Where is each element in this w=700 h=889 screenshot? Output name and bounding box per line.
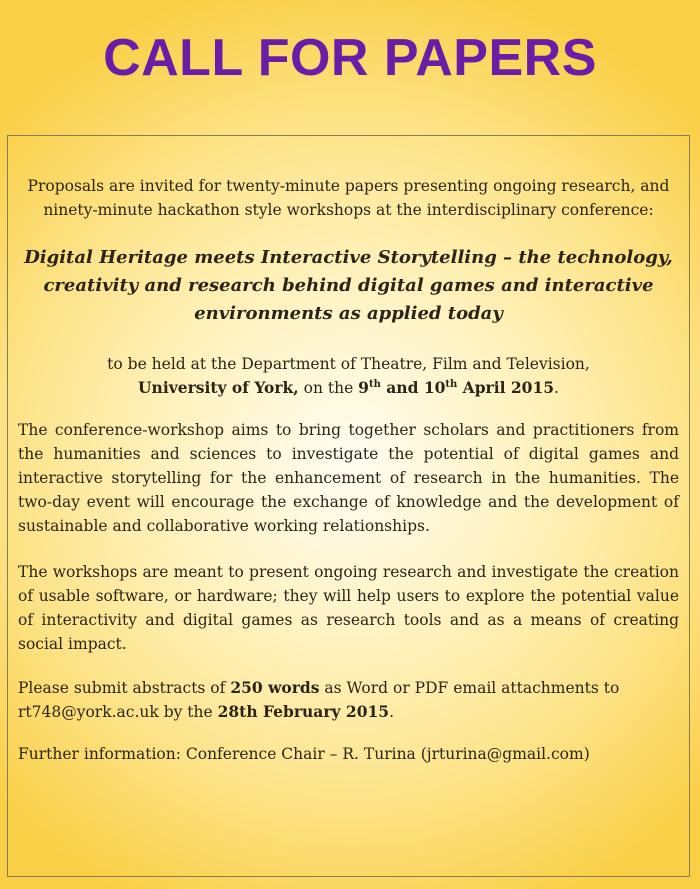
- page-title: CALL FOR PAPERS: [103, 29, 597, 87]
- workshops-paragraph: The workshops are meant to present ongoing research and investigate the creation of usable software, or hardware; they will help users to explore the potential value of interactivity and digital games as research tools and as a means of creating social impact.: [18, 563, 679, 653]
- venue-day-1: 9: [358, 378, 369, 397]
- submission-middle: as Word or PDF email attachments to rt748@york.ac.uk by the: [18, 679, 620, 721]
- contact-info: Further information: Conference Chair – R. Turina (jrturina@gmail.com): [18, 745, 590, 763]
- content-body: [18, 174, 679, 766]
- venue-line-1: to be held at the Department of Theatre, Film and Television,: [107, 355, 590, 373]
- venue-day-2-suffix: th: [445, 378, 458, 390]
- venue-and: and: [380, 378, 424, 397]
- venue-period: .: [554, 379, 559, 397]
- venue-on-the: on the: [298, 379, 359, 397]
- venue-university: University of York,: [138, 378, 299, 397]
- submission-text: [18, 676, 679, 724]
- submission-prefix: Please submit abstracts of: [18, 679, 231, 697]
- conference-title: Digital Heritage meets Interactive Storytelling – the technology, creativity and research behind digital games and interactive environments as applied today: [24, 247, 673, 324]
- venue-month-year: April 2015: [457, 378, 555, 397]
- word-count: 250 words: [230, 678, 320, 697]
- intro-text: Proposals are invited for twenty-minute papers presenting ongoing research, and ninety-minute hackathon style workshops at the interdisciplinary conference:: [27, 177, 670, 219]
- submission-period: .: [389, 703, 394, 721]
- submission-deadline: 28th February 2015: [217, 702, 390, 721]
- aims-paragraph: The conference-workshop aims to bring together scholars and practitioners from the humanities and sciences to investigate the potential of digital games and interactive storytelling for the enhancement of research in the humanities. The two-day event will encourage the exchange of knowledge and the development of sustainable and collaborative working relationships.: [18, 421, 679, 535]
- venue-date: [358, 378, 554, 397]
- venue-day-2: 10: [423, 378, 446, 397]
- venue-text: [18, 352, 679, 400]
- venue-day-1-suffix: th: [368, 378, 381, 390]
- content-frame: [7, 135, 690, 877]
